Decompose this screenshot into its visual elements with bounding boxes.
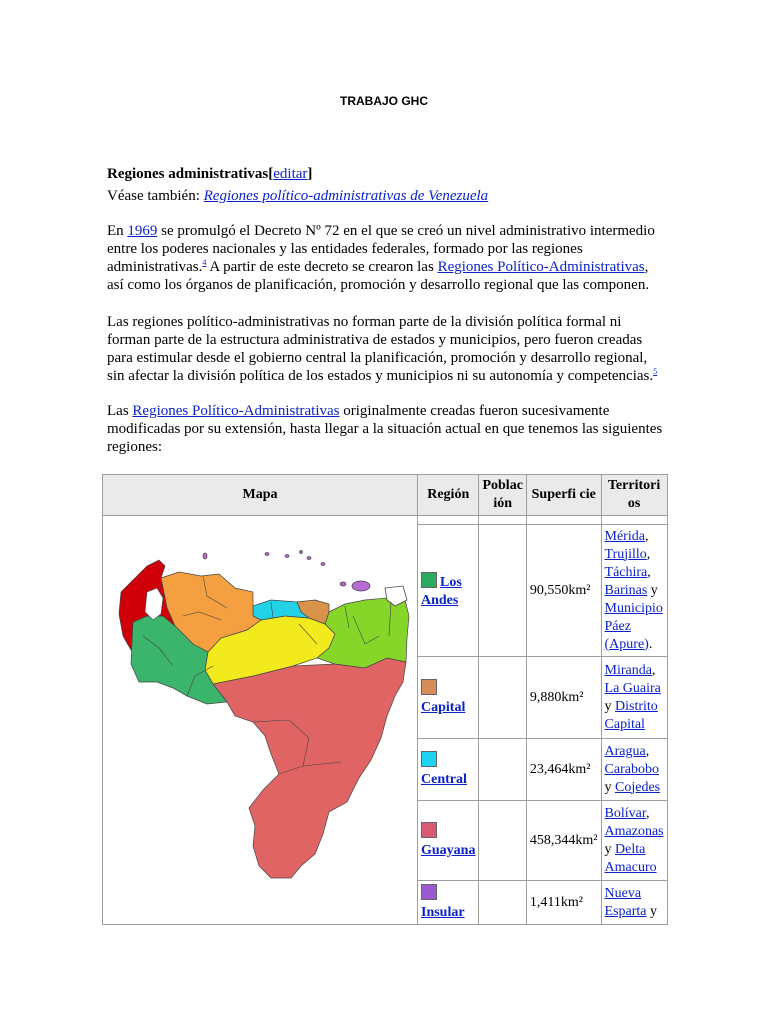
paragraph-2 <box>107 313 667 385</box>
territorios-cell <box>601 739 667 801</box>
document-title: TRABAJO GHC <box>339 94 428 108</box>
paragraph-3 <box>107 402 667 456</box>
map-island-small-1 <box>340 582 346 586</box>
spacer <box>601 516 667 525</box>
territory-link[interactable]: Bolívar <box>604 805 646 821</box>
territory-link[interactable]: Amazonas <box>604 823 664 839</box>
superficie-cell: 9,880km² <box>526 657 601 739</box>
region-link-los-andes[interactable]: Los Andes <box>421 574 462 608</box>
map-island-small-7 <box>300 551 303 554</box>
region-color-swatch <box>421 751 437 767</box>
map-region-guayana <box>213 658 406 878</box>
section-heading: Regiones administrativas <box>107 166 269 182</box>
section-heading-line <box>107 165 667 183</box>
superficie-cell: 23,464km² <box>526 739 601 801</box>
region-cell <box>418 525 479 657</box>
territory-link[interactable]: Municipio Páez (Apure) <box>604 600 663 652</box>
ref-4-link[interactable]: 4 <box>202 258 207 267</box>
territory-sep: y <box>604 779 616 795</box>
header-poblacion: Poblac ión <box>479 475 526 516</box>
table-header-row <box>103 475 668 516</box>
poblacion-cell <box>479 657 526 739</box>
header-mapa: Mapa <box>103 475 418 516</box>
p1-text-a: En <box>107 223 128 239</box>
territory-link[interactable]: Nueva Esparta <box>604 885 647 919</box>
ref-5-link[interactable]: 5 <box>653 367 658 376</box>
territory-link[interactable]: Táchira <box>604 564 648 580</box>
spacer-row <box>103 516 668 525</box>
p1-text-c: A partir de este decreto se crearon las <box>206 259 438 275</box>
p1-text-d: , así como los órganos de planificación, promoción y desarrollo regional que las componen. <box>107 259 650 293</box>
year-1969-link[interactable]: 1969 <box>127 223 158 239</box>
region-cell <box>418 739 479 801</box>
spacer <box>526 516 601 525</box>
territory-sep: , <box>647 564 651 580</box>
poblacion-cell <box>479 801 526 881</box>
territory-sep: y <box>646 903 657 919</box>
header-superficie: Superfi cie <box>526 475 601 516</box>
territorios-cell <box>601 881 667 925</box>
territory-sep: y <box>604 698 616 714</box>
superficie-cell: 458,344km² <box>526 801 601 881</box>
paragraph-1 <box>107 222 667 294</box>
regions-table <box>102 474 668 925</box>
see-also-prefix: Véase también: <box>107 188 204 204</box>
territory-link[interactable]: Cojedes <box>615 779 661 795</box>
poblacion-cell <box>479 739 526 801</box>
edit-link[interactable]: editar <box>273 166 308 182</box>
territory-link[interactable]: Distrito Capital <box>604 698 658 732</box>
region-cell <box>418 881 479 925</box>
regiones-link-2[interactable]: Regiones Político-Administrativas <box>132 403 340 419</box>
region-color-swatch <box>421 884 437 900</box>
superficie-cell: 1,411km² <box>526 881 601 925</box>
region-color-swatch <box>421 572 437 588</box>
territorios-cell <box>601 525 667 657</box>
territory-sep: , <box>651 662 656 678</box>
territory-sep: , <box>646 546 651 562</box>
see-also-line <box>107 187 667 205</box>
region-cell <box>418 657 479 739</box>
edit-bracket-close: ] <box>307 166 313 182</box>
region-color-swatch <box>421 679 437 695</box>
map-island-small-5 <box>307 557 311 560</box>
territory-link[interactable]: Trujillo <box>604 546 647 562</box>
region-color-swatch <box>421 822 437 838</box>
p3-text-b: originalmente creadas fueron sucesivamente modificadas por su extensión, hasta llegar a la situación actual en que tenemos las siguientes regiones: <box>107 403 663 455</box>
territory-sep: , <box>645 805 650 821</box>
territory-sep: , <box>645 743 650 759</box>
territorios-cell <box>601 801 667 881</box>
region-link-central[interactable]: Central <box>421 771 467 787</box>
territory-sep: , <box>644 528 649 544</box>
region-link-capital[interactable]: Capital <box>421 699 466 715</box>
map-island-small-3 <box>265 553 269 556</box>
poblacion-cell <box>479 881 526 925</box>
territorios-cell <box>601 657 667 739</box>
spacer <box>418 516 479 525</box>
p2-text: Las regiones político-administrativas no forman parte de la división política formal ni forman parte de la estructura administrativa de estados y municipios, pero fueron creadas para estimular desde el gobierno central la planificación, promoción y desarrollo regional, sin afectar la división política de los estados y municipios ni su autonomía y competencias. <box>107 314 654 384</box>
map-cell <box>103 516 418 925</box>
territory-link[interactable]: Delta Amacuro <box>604 841 657 875</box>
header-territorios: Territori os <box>601 475 667 516</box>
territory-sep: y <box>647 582 658 598</box>
region-link-guayana[interactable]: Guayana <box>421 842 476 858</box>
map-island-small-6 <box>321 563 325 566</box>
territory-link[interactable]: Carabobo <box>604 761 659 777</box>
header-region: Región <box>418 475 479 516</box>
territory-sep: . <box>648 636 653 652</box>
map-island-small-4 <box>285 555 289 558</box>
territory-link[interactable]: Miranda <box>604 662 652 678</box>
edit-bracket-open: [ <box>268 166 274 182</box>
territory-link[interactable]: Barinas <box>604 582 648 598</box>
region-cell <box>418 801 479 881</box>
poblacion-cell <box>479 525 526 657</box>
venezuela-regions-map <box>103 516 417 924</box>
regiones-link-1[interactable]: Regiones Político-Administrativas <box>437 259 645 275</box>
territory-link[interactable]: Mérida <box>604 528 645 544</box>
region-link-insular[interactable]: Insular <box>421 904 465 920</box>
territory-link[interactable]: La Guaira <box>604 680 661 696</box>
p3-text-a: Las <box>107 403 133 419</box>
p1-text-b: se promulgó el Decreto Nº 72 en el que se creó un nivel administrativo intermedio entre los poderes nacionales y las entidades federales, formado por las regiones administrativas. <box>107 223 655 275</box>
map-island-margarita <box>352 581 370 591</box>
territory-sep: y <box>604 841 616 857</box>
territory-link[interactable]: Aragua <box>604 743 646 759</box>
map-island-small-2 <box>203 553 207 559</box>
spacer <box>479 516 526 525</box>
superficie-cell: 90,550km² <box>526 525 601 657</box>
see-also-link[interactable]: Regiones político-administrativas de Venezuela <box>203 188 489 204</box>
